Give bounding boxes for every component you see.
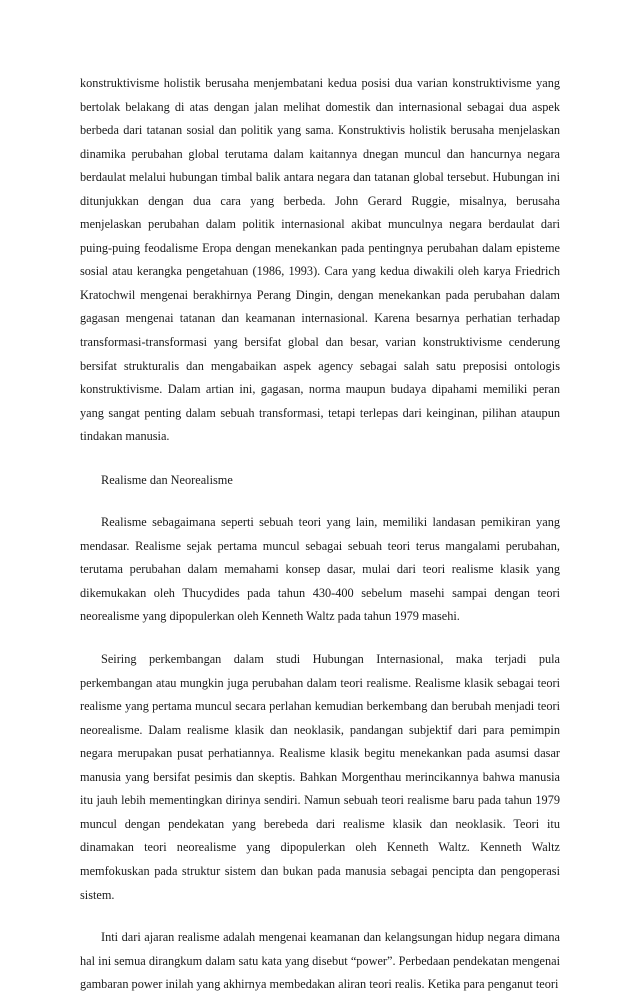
section-heading: Realisme dan Neorealisme <box>101 472 233 487</box>
document-page <box>80 72 560 997</box>
paragraph-constructivism: konstruktivisme holistik berusaha menjembatani kedua posisi dua varian konstruktivisme yang bertolak belakang di atas dengan jalan melihat domestik dan internasional sebagai dua aspek berbeda dari tatanan sosial dan politik yang sama. Konstruktivis holistik berusaha menjelaskan dinamika perubahan global terutama dalam kaitannya dnegan muncul dan hancurnya negara berdaulat melalui hubungan timbal balik antara negara dan tatanan global tersebut. Hubungan ini ditunjukkan dengan dua cara yang berbeda. John Gerard Ruggie, misalnya, berusaha menjelaskan perubahan dalam politik internasional akibat munculnya negara berdaulat dari puing-puing feodalisme Eropa dengan menekankan pada pentingnya perubahan dalam episteme sosial atau kerangka pengetahuan (1986, 1993). Cara yang kedua diwakili oleh karya Friedrich Kratochwil mengenai berakhirnya Perang Dingin, dengan menekankan pada perubahan dalam gagasan mengenai tatanan dan keamanan internasional. Karena besarnya perhatian terhadap transformasi-transformasi yang bersifat global dan besar, varian konstruktivisme cenderung bersifat strukturalis dan mengabaikan aspek agency sebagai salah satu preposisi ontologis konstruktivisme. Dalam artian ini, gagasan, norma maupun budaya dipahami memiliki peran yang sangat penting dalam sebuah transformasi, tetapi terlepas dari keinginan, pilihan ataupun tindakan manusia. <box>80 76 560 444</box>
paragraph-realism-core: Inti dari ajaran realisme adalah mengenai keamanan dan kelangsungan hidup negara dimana hal ini semua dirangkum dalam satu kata yang disebut “power”. Perbedaan pendekatan mengenai gambaran power inilah yang akhirnya membedakan aliran teori realis. Ketika para penganut teori <box>80 930 560 992</box>
paragraph-realism-intro: Realisme sebagaimana seperti sebuah teori yang lain, memiliki landasan pemikiran yang mendasar. Realisme sejak pertama muncul sebagai sebuah teori terus mangalami perubahan, terutama perubahan dalam memahami konsep dasar, mulai dari teori realisme klasik yang dikemukakan oleh Thucydides pada tahun 430-400 sebelum masehi sampai dengan teori neorealisme yang dipopulerkan oleh Kenneth Waltz pada tahun 1979 masehi. <box>80 515 560 624</box>
paragraph-realism-development: Seiring perkembangan dalam studi Hubungan Internasional, maka terjadi pula perkembangan atau mungkin juga perubahan dalam teori realisme. Realisme klasik sebagai teori realisme yang pertama muncul secara perlahan kemudian berkembang dan berubah menjadi teori neorealisme. Dalam realisme klasik dan neoklasik, pandangan subjektif dari para pemimpin negara merupakan pusat perhatiannya. Realisme klasik begitu menekankan pada asumsi dasar manusia yang bersifat pesimis dan skeptis. Bahkan Morgenthau merincikannya bahwa manusia itu jauh lebih mementingkan dirinya sendiri. Namun sebuah teori realisme baru pada tahun 1979 muncul dengan pendekatan yang berebeda dari realisme klasik dan neoklasik. Teori itu dinamakan teori neorealisme yang dipopulerkan oleh Kenneth Waltz. Kenneth Waltz memfokuskan pada struktur sistem dan bukan pada manusia sebagai pencipta dan pengoperasi sistem. <box>80 652 560 902</box>
